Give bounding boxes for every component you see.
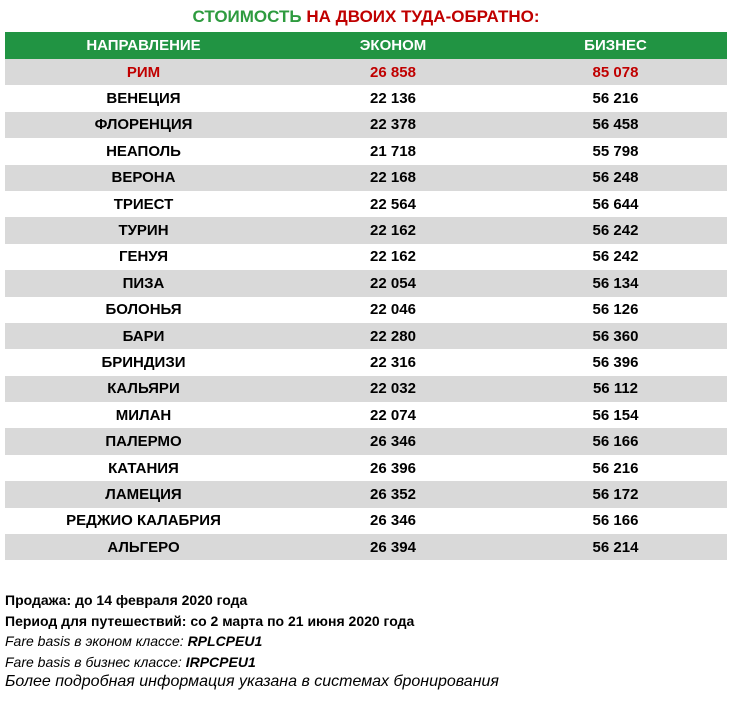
fare-business-note (5, 652, 727, 673)
city-cell: БОЛОНЬЯ (105, 301, 182, 319)
city-cell: ТРИЕСТ (113, 195, 174, 213)
economy-price-cell: 22 136 (370, 90, 416, 108)
city-cell: ПАЛЕРМО (105, 433, 182, 451)
title-part-green: СТОИМОСТЬ (192, 7, 302, 26)
business-price-cell: 56 214 (592, 538, 639, 556)
fare-business-code: IRPCPEU1 (185, 653, 256, 670)
city-cell: НЕАПОЛЬ (106, 142, 181, 160)
economy-price-cell: 26 346 (370, 512, 416, 530)
table-row (5, 217, 727, 243)
business-price-cell: 56 112 (592, 380, 639, 398)
table-row (5, 508, 727, 534)
city-cell: БАРИ (122, 327, 165, 345)
sale-note: Продажа: до 14 февраля 2020 года (5, 592, 248, 608)
table-row (5, 85, 727, 111)
city-cell: ГЕНУЯ (118, 248, 169, 266)
title-part-red: НА ДВОИХ ТУДА-ОБРАТНО: (306, 7, 540, 26)
city-cell: РИМ (126, 63, 161, 81)
table-row (5, 455, 727, 481)
economy-price-cell: 26 346 (370, 433, 416, 451)
table-row (5, 534, 727, 560)
city-cell: КАТАНИЯ (108, 459, 179, 477)
fare-business-label: Fare basis в бизнес классе: (5, 653, 186, 670)
table-row (5, 270, 727, 296)
city-cell: ПИЗА (122, 274, 165, 292)
economy-price-cell: 22 162 (370, 248, 416, 266)
fare-economy-note (5, 631, 727, 652)
economy-price-cell: 22 280 (370, 327, 416, 345)
economy-price-cell: 22 046 (370, 301, 416, 319)
economy-price-cell: 22 316 (370, 353, 416, 371)
business-price-cell: 56 172 (592, 485, 639, 503)
city-cell: БРИНДИЗИ (101, 353, 186, 371)
business-price-cell: 56 154 (592, 406, 639, 424)
city-cell: ФЛОРЕНЦИЯ (94, 116, 193, 134)
economy-price-cell: 21 718 (370, 142, 416, 160)
table-row (5, 165, 727, 191)
business-price-cell: 55 798 (592, 142, 639, 160)
city-cell: КАЛЬЯРИ (107, 380, 180, 398)
business-price-cell: 56 166 (592, 433, 639, 451)
city-cell: РЕДЖИО КАЛАБРИЯ (66, 512, 221, 530)
table-row (5, 138, 727, 164)
fare-economy-code: RPLCPEU1 (187, 633, 263, 649)
business-price-cell: 56 216 (592, 90, 639, 108)
economy-price-cell: 22 168 (370, 169, 416, 187)
table-row (5, 376, 727, 402)
business-price-cell: 56 126 (592, 301, 639, 319)
economy-price-cell: 22 162 (370, 222, 416, 240)
business-price-cell: 56 644 (592, 195, 639, 213)
fare-economy-label: Fare basis в эконом классе: (5, 633, 188, 649)
business-price-cell: 56 242 (592, 248, 639, 266)
city-cell: МИЛАН (115, 406, 172, 424)
table-row (5, 349, 727, 375)
city-cell: ВЕРОНА (111, 169, 176, 187)
table-body (5, 59, 727, 560)
economy-price-cell: 26 394 (370, 538, 416, 556)
business-price-cell: 56 242 (592, 222, 639, 240)
business-price-cell: 56 248 (592, 169, 639, 187)
economy-price-cell: 26 396 (370, 459, 416, 477)
business-price-cell: 56 360 (592, 327, 639, 345)
fare-table (5, 32, 727, 560)
economy-price-cell: 22 378 (370, 116, 416, 134)
economy-price-cell: 22 032 (370, 380, 416, 398)
table-row (5, 191, 727, 217)
economy-price-cell: 26 858 (370, 63, 416, 81)
travel-note: Период для путешествий: со 2 марта по 21 июня 2020 года (5, 612, 415, 629)
table-row (5, 244, 727, 270)
page-title (0, 6, 732, 28)
header-economy: ЭКОНОМ (359, 37, 427, 54)
economy-price-cell: 26 352 (370, 485, 416, 503)
city-cell: ТУРИН (118, 222, 169, 240)
table-row (5, 112, 727, 138)
economy-price-cell: 22 074 (370, 406, 416, 424)
table-row (5, 402, 727, 428)
business-price-cell: 85 078 (592, 63, 639, 81)
table-header-row (5, 32, 727, 59)
city-cell: АЛЬГЕРО (107, 538, 180, 556)
business-price-cell: 56 166 (592, 512, 639, 530)
table-row (5, 428, 727, 454)
notes-block (5, 590, 727, 693)
table-row (5, 297, 727, 323)
city-cell: ЛАМЕЦИЯ (105, 485, 182, 503)
more-info-note: Более подробная информация указана в системах бронирования (5, 673, 499, 690)
business-price-cell: 56 458 (592, 116, 639, 134)
business-price-cell: 56 134 (592, 274, 639, 292)
economy-price-cell: 22 054 (370, 274, 416, 292)
table-row (5, 59, 727, 85)
business-price-cell: 56 396 (592, 353, 639, 371)
header-business: БИЗНЕС (584, 37, 647, 54)
business-price-cell: 56 216 (592, 459, 639, 477)
header-direction: НАПРАВЛЕНИЕ (86, 37, 201, 54)
city-cell: ВЕНЕЦИЯ (106, 90, 181, 108)
table-row (5, 481, 727, 507)
economy-price-cell: 22 564 (370, 195, 416, 213)
table-row (5, 323, 727, 349)
